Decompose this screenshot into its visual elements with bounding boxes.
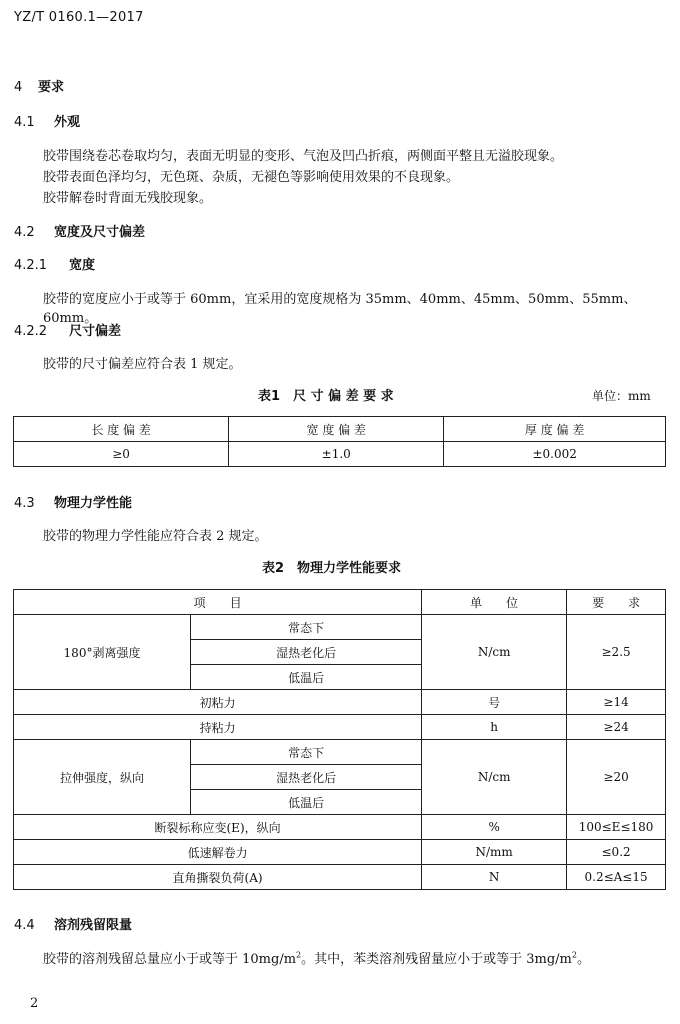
section-title: 宽度及尺寸偏差	[54, 225, 146, 240]
section-number: 4.2	[14, 225, 35, 240]
table2-caption: 表2 物理力学性能要求	[262, 561, 402, 576]
standard-id: YZ/T 0160.1—2017	[14, 10, 144, 25]
table-header-cell: 要 求	[567, 590, 666, 615]
table-cell: 湿热老化后	[191, 640, 422, 665]
table-header-cell: 宽 度 偏 差	[229, 417, 444, 442]
table-cell: 号	[422, 690, 567, 715]
section-4-4-heading	[14, 914, 132, 933]
section-number: 4.4	[14, 918, 35, 933]
section-4-2-heading	[14, 221, 145, 240]
table-header-cell: 厚 度 偏 差	[444, 417, 666, 442]
paragraph: 胶带的物理力学性能应符合表 2 规定。	[43, 529, 268, 544]
paragraph: 胶带围绕卷芯卷取均匀，表面无明显的变形、气泡及凹凸折痕，两侧面平整且无溢胶现象。	[43, 149, 564, 164]
table-cell: ≥14	[567, 690, 666, 715]
table-cell: ≥24	[567, 715, 666, 740]
section-title: 溶剂残留限量	[54, 918, 133, 933]
table1-unit: 单位：mm	[592, 389, 651, 403]
table-cell: ≥0	[14, 442, 229, 467]
table1	[13, 416, 666, 467]
section-title: 物理力学性能	[54, 496, 133, 511]
table-cell: 低温后	[191, 790, 422, 815]
section-4-2-1-heading	[14, 254, 95, 273]
table-cell: %	[422, 815, 567, 840]
paragraph: 胶带的宽度应小于或等于 60mm，宜采用的宽度规格为 35mm、40mm、45mm、50mm、55mm、60mm。	[43, 292, 637, 326]
paragraph: 胶带解卷时背面无残胶现象。	[43, 191, 213, 206]
table-cell: N/mm	[422, 840, 567, 865]
section-title: 要求	[38, 80, 65, 95]
superscript: 2	[296, 950, 302, 960]
superscript: 2	[571, 950, 577, 960]
table-cell: 100≤E≤180	[567, 815, 666, 840]
table-header-cell: 长 度 偏 差	[14, 417, 229, 442]
table-cell: N/cm	[422, 615, 567, 690]
table-cell: 初粘力	[14, 690, 422, 715]
page-number: 2	[30, 996, 39, 1011]
table-cell: 直角撕裂负荷(A)	[14, 865, 422, 890]
table-cell: 低速解卷力	[14, 840, 422, 865]
table-cell: 拉伸强度，纵向	[14, 740, 191, 815]
paragraph	[43, 948, 590, 967]
table-cell: 0.2≤A≤15	[567, 865, 666, 890]
table-cell: N	[422, 865, 567, 890]
table-cell: 断裂标称应变(E)，纵向	[14, 815, 422, 840]
section-number: 4.2.1	[14, 258, 48, 273]
table-cell: 180°剥离强度	[14, 615, 191, 690]
table-cell: h	[422, 715, 567, 740]
table-cell: 常态下	[191, 615, 422, 640]
table-cell: 常态下	[191, 740, 422, 765]
section-title: 宽度	[69, 258, 96, 273]
table-cell: 持粘力	[14, 715, 422, 740]
section-title: 尺寸偏差	[69, 324, 122, 339]
section-number: 4	[14, 80, 23, 95]
table-cell: 湿热老化后	[191, 765, 422, 790]
paragraph-text: 。其中，苯类溶剂残留量应小于或等于 3mg/m	[301, 952, 572, 967]
table2	[13, 589, 666, 890]
table-cell: 低温后	[191, 665, 422, 690]
section-title: 外观	[54, 115, 81, 130]
paragraph-text: 。	[576, 952, 590, 967]
table1-caption: 表1 尺 寸 偏 差 要 求	[258, 389, 394, 404]
section-4-3-heading	[14, 492, 132, 511]
section-4-heading	[14, 76, 64, 95]
table-cell: ±1.0	[229, 442, 444, 467]
table-cell: ±0.002	[444, 442, 666, 467]
paragraph-text: 胶带的溶剂残留总量应小于或等于 10mg/m	[43, 952, 297, 967]
table-cell: ≥2.5	[567, 615, 666, 690]
table-header-cell: 单 位	[422, 590, 567, 615]
table-cell: ≤0.2	[567, 840, 666, 865]
section-number: 4.3	[14, 496, 35, 511]
table-header-cell: 项 目	[14, 590, 422, 615]
paragraph: 胶带表面色泽均匀，无色斑、杂质，无褪色等影响使用效果的不良现象。	[43, 170, 460, 185]
section-4-2-2-heading	[14, 320, 121, 339]
section-number: 4.1	[14, 115, 35, 130]
paragraph: 胶带的尺寸偏差应符合表 1 规定。	[43, 357, 242, 372]
table-cell: ≥20	[567, 740, 666, 815]
section-4-1-heading	[14, 111, 80, 130]
table-cell: N/cm	[422, 740, 567, 815]
section-number: 4.2.2	[14, 324, 48, 339]
